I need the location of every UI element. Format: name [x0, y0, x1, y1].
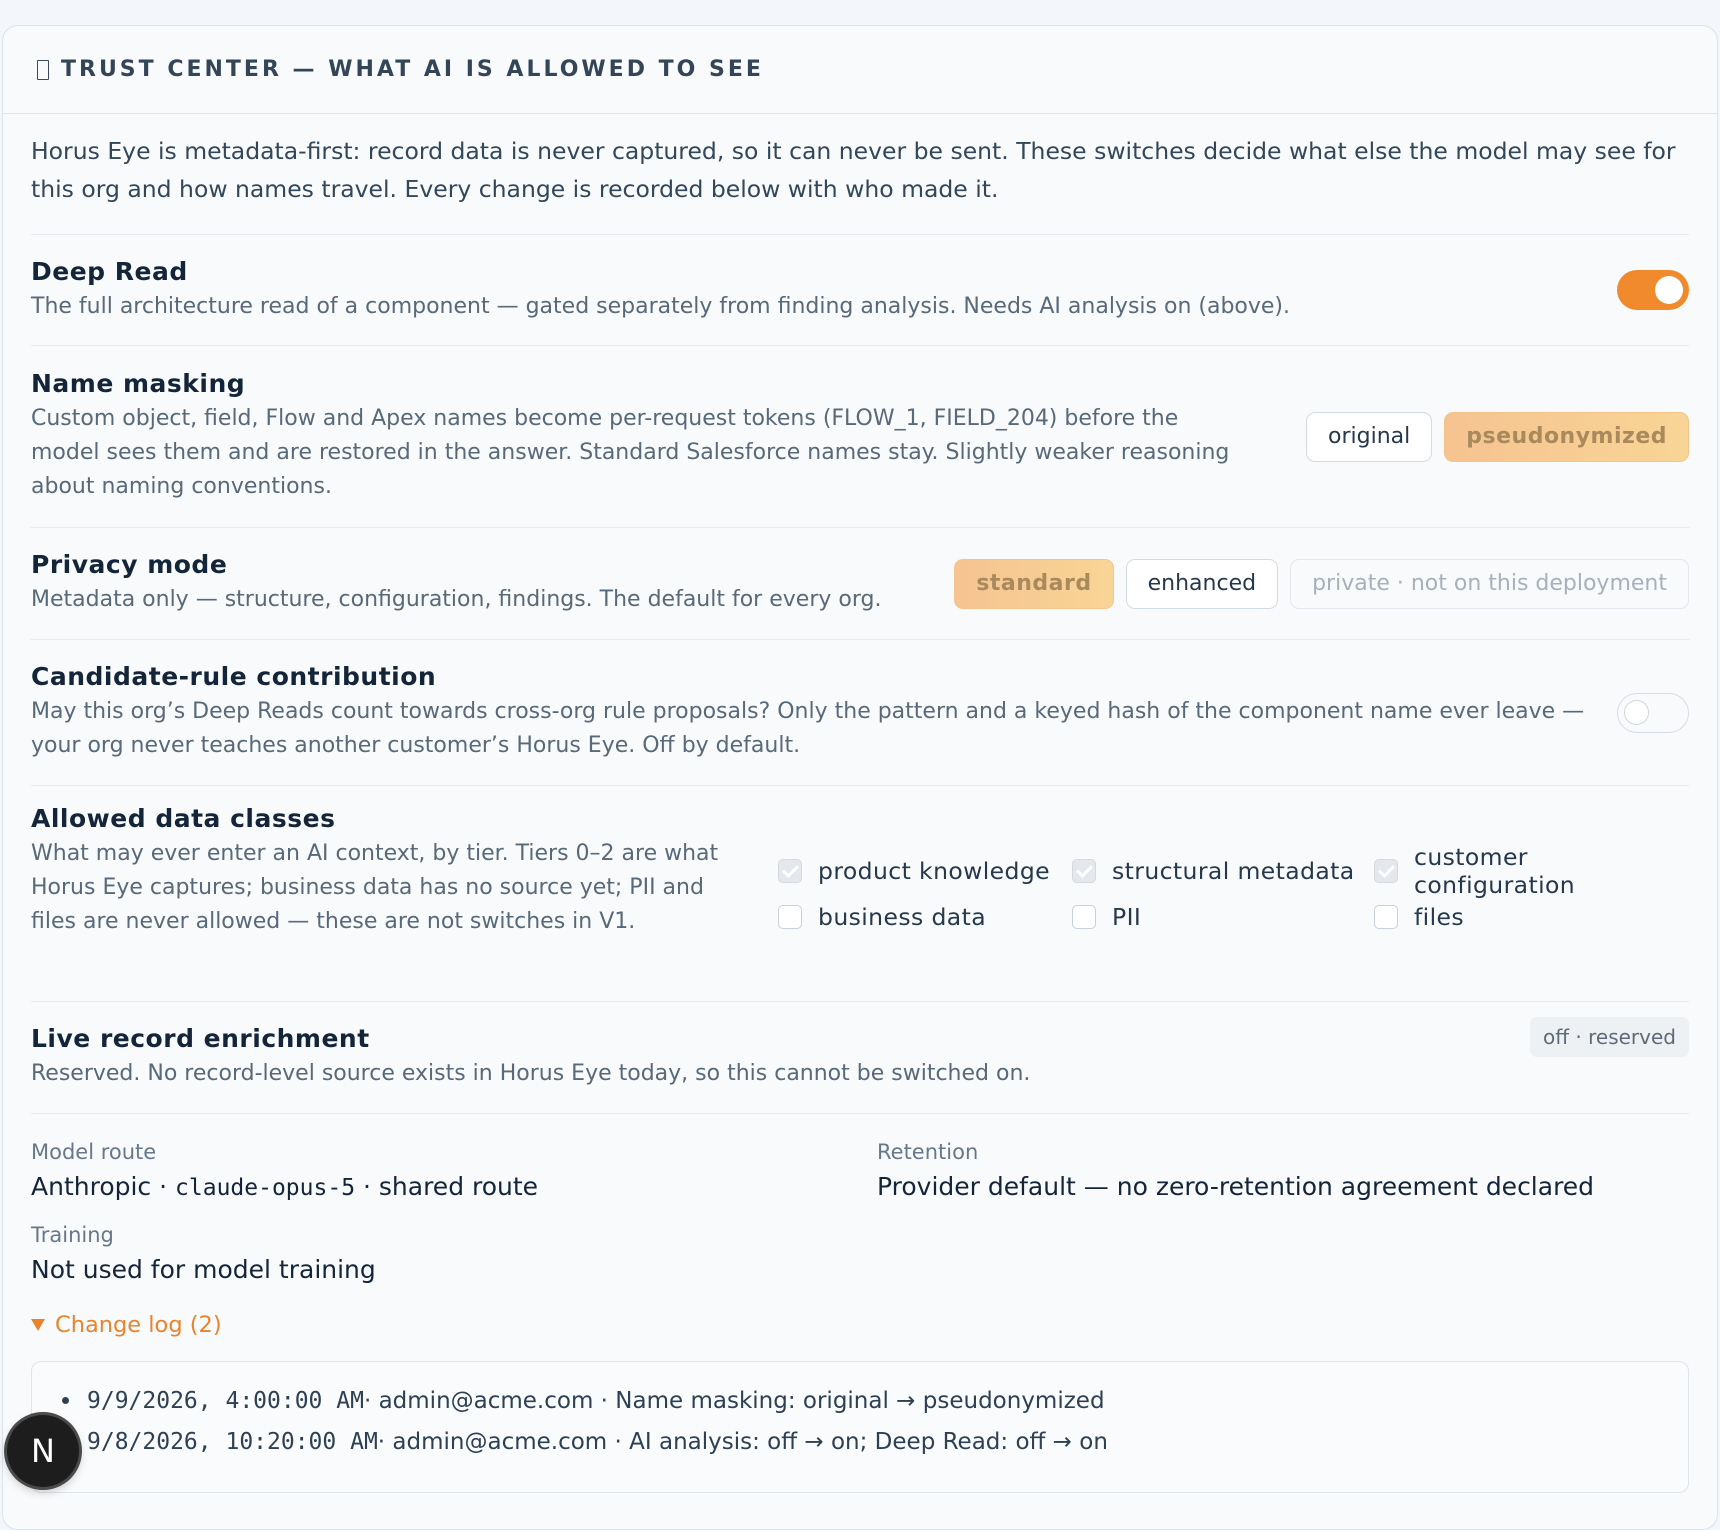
checkbox-label: files	[1414, 903, 1465, 931]
live-enrichment-row	[31, 1002, 1689, 1114]
deep-read-row	[31, 235, 1689, 346]
checkbox-empty-icon	[778, 905, 802, 929]
deep-read-title: Deep Read	[31, 256, 188, 286]
privacy-standard-button[interactable]: standard	[954, 559, 1113, 609]
name-masking-text	[31, 369, 1251, 504]
route-type: shared route	[378, 1172, 539, 1201]
changelog-text: · admin@acme.com · AI analysis: off → on; Deep Read: off → on	[377, 1428, 1108, 1455]
privacy-mode-options	[942, 559, 1689, 609]
name-masking-title: Name masking	[31, 369, 246, 398]
candidate-rule-toggle[interactable]	[1617, 693, 1689, 733]
checkbox-checked-icon	[1374, 859, 1398, 883]
deep-read-description: The full architecture read of a component — gated separately from finding analysis. Needs AI analysis on (above).	[31, 293, 1290, 319]
separator: ·	[151, 1172, 176, 1201]
candidate-rule-text	[31, 662, 1617, 763]
data-classes-text	[31, 804, 731, 939]
data-classes-title: Allowed data classes	[31, 804, 336, 833]
name-masking-description: Custom object, field, Flow and Apex names become per-request tokens (FLOW_1, FIELD_204) before the model sees them and are restored in the answer. Standard Salesforce names stay. Slightly weaker reasoning about naming conventions.	[31, 406, 1230, 499]
retention-label: Retention	[877, 1140, 979, 1164]
checkbox-label: PII	[1112, 903, 1142, 931]
changelog-time: 9/9/2026, 4:00:00 AM	[87, 1387, 364, 1414]
checkbox-checked-icon	[1072, 859, 1096, 883]
training-value: Not used for model training	[31, 1255, 376, 1284]
triangle-down-icon	[31, 1319, 45, 1331]
candidate-rule-title: Candidate-rule contribution	[31, 662, 437, 691]
retention-value: Provider default — no zero-retention agreement declared	[877, 1172, 1595, 1201]
name-masking-options	[1294, 412, 1689, 462]
live-enrichment-text	[31, 1024, 1030, 1091]
meta-section	[31, 1140, 1689, 1201]
model-route-block	[31, 1140, 877, 1201]
checkbox-pii	[1072, 902, 1374, 932]
privacy-mode-text	[31, 550, 881, 617]
name-masking-pseudonymized-button[interactable]: pseudonymized	[1444, 412, 1689, 462]
privacy-mode-title: Privacy mode	[31, 550, 228, 579]
name-masking-row	[31, 346, 1689, 528]
checkbox-label: business data	[818, 903, 987, 931]
changelog-entry	[62, 1421, 1688, 1462]
live-enrichment-title: Live record enrichment	[31, 1024, 370, 1053]
checkbox-checked-icon	[778, 859, 802, 883]
candidate-rule-description: May this org’s Deep Reads count towards cross-org rule proposals? Only the pattern and a keyed hash of the component name ever leave — your org never teaches another customer’s Horus Eye. Off by default.	[31, 699, 1585, 758]
checkbox-product-knowledge	[778, 856, 1072, 886]
checkbox-label: structural metadata	[1112, 857, 1355, 885]
intro-text: Horus Eye is metadata-first: record data is never captured, so it can never be sent. These switches decide what else the model may see for this org and how names travel. Every change is recorded below with who made it.	[31, 114, 1689, 235]
changelog-toggle[interactable]	[31, 1312, 1689, 1338]
panel-header	[3, 26, 1717, 114]
deep-read-toggle[interactable]	[1617, 270, 1689, 310]
privacy-mode-description: Metadata only — structure, configuration, findings. The default for every org.	[31, 587, 882, 612]
checkbox-business-data	[778, 902, 1072, 932]
shield-icon	[37, 60, 49, 80]
deep-read-text	[31, 257, 1290, 324]
candidate-rule-row	[31, 640, 1689, 786]
model-route-value	[31, 1172, 877, 1201]
changelog-time: 9/8/2026, 10:20:00 AM	[87, 1428, 378, 1455]
privacy-enhanced-button[interactable]: enhanced	[1126, 559, 1278, 609]
checkbox-files	[1374, 902, 1689, 932]
privacy-private-button: private · not on this deployment	[1290, 559, 1689, 609]
checkbox-label: product knowledge	[818, 857, 1051, 885]
changelog-list	[31, 1361, 1689, 1493]
model-route-label: Model route	[31, 1140, 157, 1164]
separator: ·	[355, 1172, 379, 1201]
n-logo-icon: N	[31, 1432, 55, 1470]
model-provider: Anthropic	[31, 1172, 152, 1201]
name-masking-original-button[interactable]: original	[1306, 412, 1432, 462]
checkbox-customer-configuration	[1374, 843, 1689, 899]
retention-block	[877, 1140, 1594, 1201]
training-block	[31, 1223, 1689, 1284]
checkbox-empty-icon	[1374, 905, 1398, 929]
changelog-label: Change log (2)	[55, 1312, 222, 1338]
panel-title: TRUST CENTER — WHAT AI IS ALLOWED TO SEE	[61, 57, 764, 82]
data-classes-description: What may ever enter an AI context, by tier. Tiers 0–2 are what Horus Eye captures; business data has no source yet; PII and files are never allowed — these are not switches in V1.	[31, 841, 719, 934]
toggle-knob	[1624, 700, 1649, 725]
panel-content	[3, 114, 1717, 1493]
changelog-entry	[62, 1380, 1688, 1421]
changelog-text: · admin@acme.com · Name masking: original → pseudonymized	[363, 1387, 1105, 1414]
model-name: claude-opus-5	[175, 1175, 356, 1201]
data-classes-checkboxes	[778, 843, 1689, 932]
trust-center-panel	[2, 25, 1718, 1530]
reserved-badge: off · reserved	[1530, 1017, 1689, 1057]
checkbox-empty-icon	[1072, 905, 1096, 929]
checkbox-structural-metadata	[1072, 856, 1374, 886]
privacy-mode-row	[31, 528, 1689, 640]
toggle-knob	[1655, 276, 1683, 304]
live-enrichment-description: Reserved. No record-level source exists in Horus Eye today, so this cannot be switched on.	[31, 1061, 1031, 1086]
training-label: Training	[31, 1223, 114, 1247]
bullet-icon	[62, 1397, 69, 1404]
checkbox-label: customer configuration	[1414, 843, 1576, 899]
data-classes-row	[31, 786, 1689, 1002]
floating-n-button[interactable]	[7, 1415, 79, 1487]
